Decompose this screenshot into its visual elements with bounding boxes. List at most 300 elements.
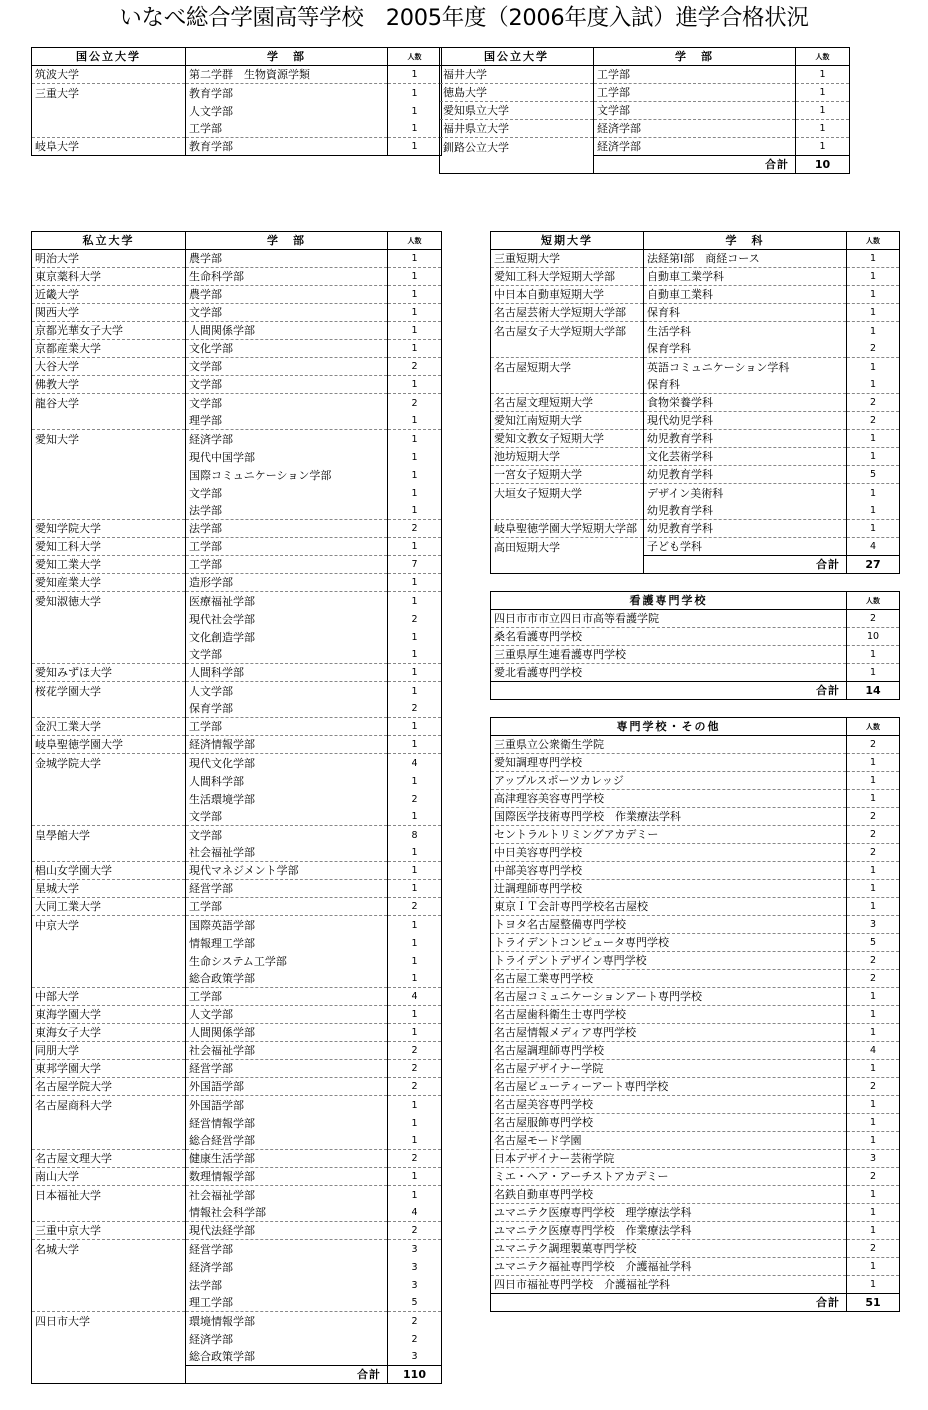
table-row [32,1060,442,1078]
count-cell: 2 [847,412,900,430]
count-cell: 3 [388,1276,442,1294]
table-row [491,664,900,682]
count-cell: 1 [847,1060,900,1078]
count-cell: 1 [796,66,850,84]
school-cell: トライデントデザイン専門学校 [491,952,847,970]
school-cell: 三重県厚生連看護専門学校 [491,646,847,664]
school-cell: 南山大学 [32,1168,186,1186]
table-row [491,862,900,880]
table-row [32,394,442,412]
count-cell: 1 [388,322,442,340]
table-row [32,556,442,574]
faculty-cell: 人文学部 [186,682,388,700]
count-cell: 2 [388,700,442,718]
faculty-cell: 文学部 [186,646,388,664]
school-cell: 四日市福祉専門学校 介護福祉学科 [491,1276,847,1294]
count-cell: 1 [847,1024,900,1042]
school-cell: 名鉄自動車専門学校 [491,1186,847,1204]
school-cell: 大谷大学 [32,358,186,376]
table-row [32,520,442,538]
count-cell: 2 [847,1078,900,1096]
table-row [440,120,850,138]
header-count: 人数 [388,48,442,66]
school-cell: 近畿大学 [32,286,186,304]
faculty-cell: 幼児教育学科 [644,502,847,520]
school-cell: ユマニテク福祉専門学校 介護福祉学科 [491,1258,847,1276]
header-count: 人数 [796,48,850,66]
count-cell: 2 [847,826,900,844]
count-cell: 1 [388,268,442,286]
count-cell: 1 [388,592,442,610]
school-cell: 名古屋短期大学 [491,358,644,376]
faculty-cell: 現代中国学部 [186,448,388,466]
count-cell: 1 [388,1024,442,1042]
school-cell: 東京薬科大学 [32,268,186,286]
school-cell: 福井県立大学 [440,120,594,138]
faculty-cell: 自動車工業科 [644,286,847,304]
table-row [491,1024,900,1042]
count-cell: 1 [847,502,900,520]
school-cell: 名古屋商科大学 [32,1096,186,1114]
school-cell [32,790,186,808]
count-cell: 1 [388,84,442,102]
faculty-cell: 人間関係学部 [186,1024,388,1042]
school-cell: 愛知みずほ大学 [32,664,186,682]
count-cell: 4 [388,1204,442,1222]
table-row [491,322,900,340]
count-cell: 2 [847,952,900,970]
count-cell: 3 [388,1348,442,1366]
count-cell: 3 [388,1240,442,1258]
table-row [32,646,442,664]
table-row [32,826,442,844]
faculty-cell: 子ども学科 [644,538,847,556]
table-row [32,1078,442,1096]
faculty-cell: 英語コミュニケーション学科 [644,358,847,376]
school-cell: 日本デザイナー芸術学院 [491,1150,847,1168]
table-row [32,430,442,448]
table-row [491,286,900,304]
page-title: いなべ総合学園高等学校 2005年度（2006年度入試）進学合格状況 [119,5,809,31]
faculty-cell: 教育学部 [186,84,388,102]
count-cell: 1 [796,138,850,156]
faculty-cell: 現代マネジメント学部 [186,862,388,880]
school-cell [32,1348,186,1366]
count-cell: 1 [847,304,900,322]
total-label: 合計 [491,1294,847,1312]
table-row [32,664,442,682]
count-cell: 1 [388,1096,442,1114]
count-cell: 1 [388,1006,442,1024]
faculty-cell: 健康生活学部 [186,1150,388,1168]
table-row [491,610,900,628]
total-row [491,556,900,574]
table-row [32,844,442,862]
faculty-cell: 文学部 [186,376,388,394]
table-row [32,772,442,790]
school-cell: 名古屋芸術大学短期大学部 [491,304,644,322]
table-row [32,628,442,646]
school-cell: 桑名看護専門学校 [491,628,847,646]
school-cell [32,448,186,466]
count-cell: 1 [388,628,442,646]
count-cell: 1 [388,682,442,700]
count-cell: 2 [388,520,442,538]
count-cell: 1 [847,520,900,538]
faculty-cell: 文学部 [186,484,388,502]
count-cell: 1 [847,376,900,394]
table-row [32,376,442,394]
table-row [491,340,900,358]
faculty-cell: 工学部 [594,84,796,102]
table-row [32,268,442,286]
school-cell [32,412,186,430]
school-cell: 名古屋文理大学 [32,1150,186,1168]
faculty-cell: 理学部 [186,412,388,430]
header-count: 人数 [847,718,900,736]
table-row [32,1240,442,1258]
count-cell: 1 [388,880,442,898]
table-row [32,1258,442,1276]
school-cell: 名古屋学院大学 [32,1078,186,1096]
faculty-cell: 人間関係学部 [186,322,388,340]
school-cell: 愛知文教女子短期大学 [491,430,644,448]
table-row [32,1348,442,1366]
table-row [491,1168,900,1186]
faculty-cell: 工学部 [186,988,388,1006]
school-cell: 岐阜大学 [32,138,186,156]
table-row [491,1114,900,1132]
faculty-cell: 数理情報学部 [186,1168,388,1186]
faculty-cell: 工学部 [186,718,388,736]
count-cell: 2 [847,394,900,412]
faculty-cell: 人文学部 [186,102,388,120]
table-row [491,466,900,484]
table-row [32,484,442,502]
table-row [491,484,900,502]
faculty-cell: 環境情報学部 [186,1312,388,1330]
faculty-cell: 医療福祉学部 [186,592,388,610]
count-cell: 1 [388,430,442,448]
faculty-cell: 文化芸術学科 [644,448,847,466]
table-row [491,448,900,466]
total-label: 合計 [491,682,847,700]
school-cell [32,466,186,484]
total-row [491,1294,900,1312]
school-cell: 名古屋デザイナー学院 [491,1060,847,1078]
faculty-cell: 人文学部 [186,1006,388,1024]
table-row [32,448,442,466]
faculty-cell: 法学部 [186,502,388,520]
faculty-cell: 理工学部 [186,1294,388,1312]
count-cell: 1 [388,120,442,138]
table-row [32,736,442,754]
school-cell: 中日本自動車短期大学 [491,286,644,304]
count-cell: 1 [847,1204,900,1222]
table-row [440,84,850,102]
count-cell: 1 [388,736,442,754]
count-cell: 1 [388,66,442,84]
faculty-cell: 現代幼児学科 [644,412,847,430]
school-cell: 名古屋情報メディア専門学校 [491,1024,847,1042]
school-cell [491,376,644,394]
count-cell: 1 [388,138,442,156]
school-cell [491,502,644,520]
table-row [491,304,900,322]
school-cell: 愛知工科大学 [32,538,186,556]
faculty-cell: 経営学部 [186,1240,388,1258]
count-cell: 2 [388,1330,442,1348]
table-row [32,138,442,156]
school-cell: 福井大学 [440,66,594,84]
table-row [491,880,900,898]
count-cell: 1 [847,1096,900,1114]
school-cell: 愛北看護専門学校 [491,664,847,682]
vocational-school-table [490,717,900,1312]
count-cell: 1 [847,646,900,664]
blank-cell [32,1366,186,1384]
table-row [32,718,442,736]
faculty-cell: 保育学部 [186,700,388,718]
count-cell: 2 [847,970,900,988]
count-cell: 1 [388,1132,442,1150]
count-cell: 1 [847,1006,900,1024]
count-cell: 1 [388,970,442,988]
table-row [32,574,442,592]
school-cell: 愛知県立大学 [440,102,594,120]
table-row [440,66,850,84]
count-cell: 1 [847,754,900,772]
school-cell [32,1276,186,1294]
table-row [32,1168,442,1186]
faculty-cell: 社会福祉学部 [186,1042,388,1060]
school-cell: 東海学園大学 [32,1006,186,1024]
header-count: 人数 [388,232,442,250]
faculty-cell: 文化学部 [186,340,388,358]
table-row [32,808,442,826]
count-cell: 4 [388,754,442,772]
total-row [32,1366,442,1384]
header-count: 人数 [847,232,900,250]
school-cell: 愛知工業大学 [32,556,186,574]
table-row [32,1276,442,1294]
count-cell: 4 [388,988,442,1006]
table-row [32,862,442,880]
table-row [32,880,442,898]
school-cell: 星城大学 [32,880,186,898]
school-cell: 名古屋ビューティーアート専門学校 [491,1078,847,1096]
table-row [32,1186,442,1204]
school-cell: 三重短期大学 [491,250,644,268]
school-cell: 名古屋文理短期大学 [491,394,644,412]
school-cell: 京都光華女子大学 [32,322,186,340]
school-cell [32,1114,186,1132]
table-row [491,1078,900,1096]
school-cell [32,502,186,520]
table-row [491,1222,900,1240]
count-cell: 1 [847,664,900,682]
faculty-cell: 幼児教育学科 [644,430,847,448]
school-cell: 中部大学 [32,988,186,1006]
count-cell: 1 [388,538,442,556]
school-cell [32,1132,186,1150]
school-cell: 名古屋美容専門学校 [491,1096,847,1114]
faculty-cell: 外国語学部 [186,1096,388,1114]
count-cell: 1 [847,358,900,376]
count-cell: 2 [388,1060,442,1078]
school-cell: 金沢工業大学 [32,718,186,736]
school-cell: 東京ＩＴ会計専門学校名古屋校 [491,898,847,916]
count-cell: 1 [388,844,442,862]
table-row [491,1258,900,1276]
table-row [491,736,900,754]
faculty-cell: 経営学部 [186,1060,388,1078]
school-cell: ユマニテク調理製菓専門学校 [491,1240,847,1258]
count-cell: 2 [388,358,442,376]
faculty-cell: 国際コミュニケーション学部 [186,466,388,484]
count-cell: 1 [796,120,850,138]
faculty-cell: 総合経営学部 [186,1132,388,1150]
school-cell: 釧路公立大学 [440,138,594,156]
count-cell: 1 [388,646,442,664]
table-row [32,538,442,556]
count-cell: 1 [388,772,442,790]
faculty-cell: 文学部 [186,826,388,844]
table-row [32,1006,442,1024]
count-cell: 1 [847,1258,900,1276]
table-row [32,322,442,340]
count-cell: 1 [388,574,442,592]
school-cell: 名古屋服飾専門学校 [491,1114,847,1132]
count-cell: 1 [388,466,442,484]
count-cell: 3 [847,1150,900,1168]
count-cell: 1 [847,268,900,286]
total-row [491,682,900,700]
faculty-cell: 人間科学部 [186,772,388,790]
school-cell: 岐阜聖徳学園大学 [32,736,186,754]
table-row [32,916,442,934]
count-cell: 1 [847,484,900,502]
count-cell: 2 [847,1168,900,1186]
school-cell: 日本福祉大学 [32,1186,186,1204]
count-cell: 1 [388,916,442,934]
table-row [491,898,900,916]
table-row [32,1204,442,1222]
faculty-cell: 法学部 [186,1276,388,1294]
table-row [491,394,900,412]
count-cell: 1 [388,952,442,970]
count-cell: 1 [847,1186,900,1204]
faculty-cell: 経済学部 [186,430,388,448]
count-cell: 1 [388,862,442,880]
table-row [32,1114,442,1132]
faculty-cell: 人間科学部 [186,664,388,682]
count-cell: 4 [847,538,900,556]
table-row [491,970,900,988]
count-cell: 1 [388,102,442,120]
table-row [32,610,442,628]
total-value: 10 [796,156,850,174]
table-row [491,826,900,844]
school-cell [32,772,186,790]
total-value: 51 [847,1294,900,1312]
school-cell [32,610,186,628]
national-left-table [31,47,442,156]
total-value: 27 [847,556,900,574]
count-cell: 1 [847,286,900,304]
school-cell [32,1330,186,1348]
table-row [32,102,442,120]
school-cell: 三重中京大学 [32,1222,186,1240]
table-row [32,1024,442,1042]
table-row [491,808,900,826]
header-faculty: 学 部 [186,232,388,250]
faculty-cell: 現代法経学部 [186,1222,388,1240]
school-cell [32,844,186,862]
school-cell: 明治大学 [32,250,186,268]
school-cell: 名古屋モード学園 [491,1132,847,1150]
table-row [32,754,442,772]
count-cell: 1 [847,772,900,790]
school-cell: 四日市大学 [32,1312,186,1330]
count-cell: 1 [388,286,442,304]
school-cell: アップルスポーツカレッジ [491,772,847,790]
faculty-cell: 経済学部 [186,1330,388,1348]
count-cell: 2 [847,1240,900,1258]
count-cell: 2 [388,610,442,628]
table-row [491,412,900,430]
count-cell: 5 [847,934,900,952]
school-cell [32,120,186,138]
school-cell: 岐阜聖徳学園大学短期大学部 [491,520,644,538]
count-cell: 2 [847,844,900,862]
count-cell: 1 [388,808,442,826]
school-cell: 名古屋調理師専門学校 [491,1042,847,1060]
total-label: 合計 [644,556,847,574]
count-cell: 1 [847,1222,900,1240]
faculty-cell: 外国語学部 [186,1078,388,1096]
table-row [491,538,900,556]
school-cell: 関西大学 [32,304,186,322]
school-cell: ミエ・ヘア・アーチストアカデミー [491,1168,847,1186]
count-cell: 1 [388,664,442,682]
faculty-cell: 文学部 [594,102,796,120]
table-row [32,1042,442,1060]
school-cell: 同朋大学 [32,1042,186,1060]
header-count: 人数 [847,592,900,610]
faculty-cell: 現代文化学部 [186,754,388,772]
count-cell: 1 [388,250,442,268]
total-value: 14 [847,682,900,700]
count-cell: 1 [388,304,442,322]
school-cell: セントラルトリミングアカデミー [491,826,847,844]
table-row [491,1132,900,1150]
header-school: 看護専門学校 [491,592,847,610]
table-row [32,1132,442,1150]
table-row [440,102,850,120]
school-cell: 筑波大学 [32,66,186,84]
faculty-cell: 文学部 [186,808,388,826]
count-cell: 2 [847,610,900,628]
faculty-cell: デザイン美術科 [644,484,847,502]
table-row [491,988,900,1006]
school-cell: 名城大学 [32,1240,186,1258]
header-school: 国公立大学 [440,48,594,66]
school-cell: 東海女子大学 [32,1024,186,1042]
table-row [32,286,442,304]
count-cell: 3 [847,916,900,934]
table-row [491,1276,900,1294]
